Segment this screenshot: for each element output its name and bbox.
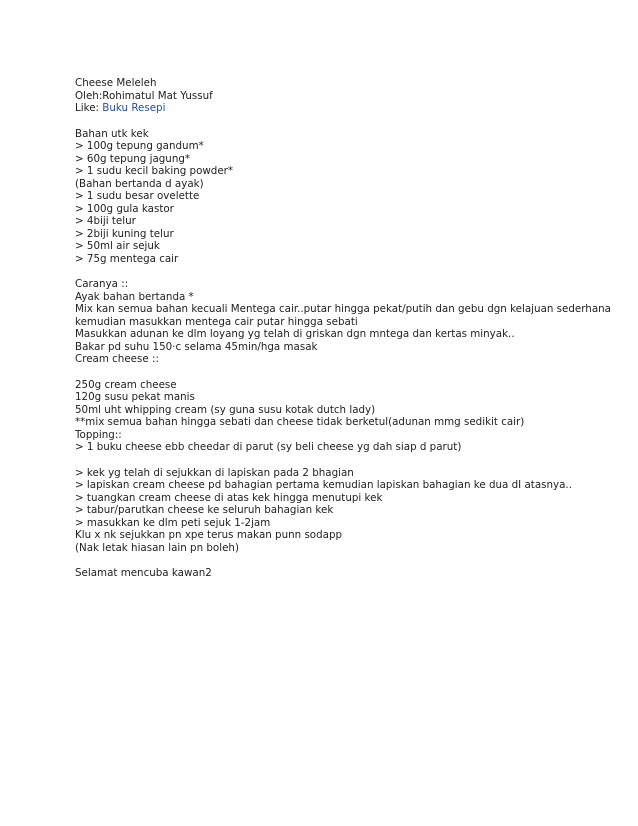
ingredients-line: > 100g tepung gandum* <box>75 140 204 152</box>
spacer <box>75 454 595 467</box>
cream-line: 250g cream cheese <box>75 378 177 391</box>
method-line: Mix kan semua bahan kecuali Mentega cair..putar hingga pekat/putih dan gebu dgn kelajuan sederhana <box>75 303 611 315</box>
cream-line: > 1 buku cheese ebb cheedar di parut (sy beli cheese yg dah siap d parut) <box>75 441 462 453</box>
spacer <box>75 265 595 278</box>
cream-line: 120g susu pekat manis <box>75 391 195 403</box>
spacer <box>75 366 595 379</box>
ingredients-line: > 100g gula kastor <box>75 202 174 215</box>
closing-line: Selamat mencuba kawan2 <box>75 567 212 579</box>
method-line: Caranya :: <box>75 278 129 290</box>
steps-line: (Nak letak hiasan lain pn boleh) <box>75 541 239 554</box>
cream-line: **mix semua bahan hingga sebati dan cheese tidak berketul(adunan mmg sedikit cair) <box>75 416 525 428</box>
ingredients-line: > 1 sudu besar ovelette <box>75 190 200 202</box>
spacer <box>75 115 595 128</box>
ingredients-line: > 2biji kuning telur <box>75 227 174 240</box>
ingredients-line: > 60g tepung jagung* <box>75 152 191 165</box>
method-line: kemudian masukkan mentega cair putar hingga sebati <box>75 315 358 328</box>
steps-line: > tuangkan cream cheese di atas kek hingga menutupi kek <box>75 491 383 504</box>
steps-line: > masukkan ke dlm peti sejuk 1-2jam <box>75 516 271 529</box>
like-line <box>75 102 595 115</box>
steps-line: Klu x nk sejukkan pn xpe terus makan punn sodapp <box>75 529 343 541</box>
recipe-title: Cheese Meleleh <box>75 77 157 89</box>
spacer <box>75 554 595 567</box>
like-label: Like: <box>75 102 103 114</box>
recipe-text <box>75 77 611 580</box>
recipe-author: Oleh:Rohimatul Mat Yussuf <box>75 89 213 102</box>
steps-line: > tabur/parutkan cheese ke seluruh bahagian kek <box>75 504 334 516</box>
ingredients-line: Bahan utk kek <box>75 127 149 140</box>
steps-line: > lapiskan cream cheese pd bahagian pertama kemudian lapiskan bahagian ke dua dI atasnya.. <box>75 479 572 491</box>
ingredients-line: > 50ml air sejuk <box>75 240 160 252</box>
method-line: Cream cheese :: <box>75 353 159 365</box>
method-line: Ayak bahan bertanda * <box>75 290 194 303</box>
method-line: Bakar pd suhu 150·c selama 45min/hga masak <box>75 340 318 353</box>
ingredients-line: (Bahan bertanda d ayak) <box>75 177 204 190</box>
buku-resepi-link[interactable]: Buku Resepi <box>102 102 166 114</box>
ingredients-line: > 75g mentega cair <box>75 252 179 265</box>
steps-line: > kek yg telah di sejukkan di lapiskan pada 2 bhagian <box>75 466 354 479</box>
cream-line: 50ml uht whipping cream (sy guna susu kotak dutch lady) <box>75 403 376 416</box>
cream-line: Topping:: <box>75 428 122 441</box>
ingredients-line: > 4biji telur <box>75 215 136 227</box>
ingredients-line: > 1 sudu kecil baking powder* <box>75 165 234 177</box>
method-line: Masukkan adunan ke dlm loyang yg telah di griskan dgn mntega dan kertas minyak.. <box>75 328 515 340</box>
